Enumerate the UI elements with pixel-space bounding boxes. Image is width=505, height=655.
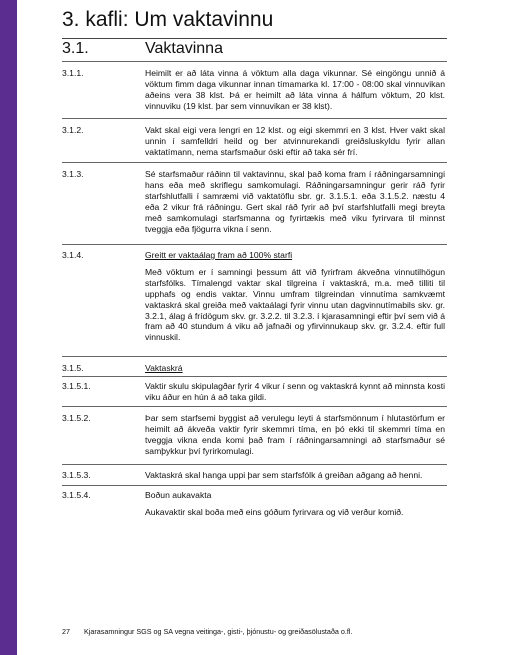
clause-text: Vaktir skulu skipulagðar fyrir 4 vikur í senn og vaktaskrá kynnt að minnsta kosti viku áður en hún á að taka gildi.	[145, 381, 445, 402]
side-color-bar	[0, 0, 17, 655]
clause-text: Vakt skal eigi vera lengri en 12 klst. og eigi skemmri en 3 klst. Hver vakt skal unnin í samfelldri heild og ber atvinnurekandi greiðsluskyldu fyrir allan vaktatímann, nema starfsmaður óski eftir að taka sér frí.	[145, 125, 445, 157]
clause-number: 3.1.5.4.	[62, 490, 91, 500]
clause-number: 3.1.5.3.	[62, 470, 91, 480]
clause-divider	[62, 356, 447, 357]
chapter-title: 3. kafli: Um vaktavinnu	[62, 8, 274, 31]
clause-heading: Boðun aukavakta	[145, 490, 212, 500]
clause-text: Vaktaskrá skal hanga uppi þar sem starfsfólk á greiðan aðgang að henni.	[145, 470, 423, 480]
page-footer	[62, 627, 353, 636]
section-title: Vaktavinna	[145, 40, 223, 57]
clause-divider	[62, 485, 447, 486]
section-top-rule	[62, 38, 447, 39]
section-bottom-rule	[62, 61, 447, 62]
clause-number: 3.1.2.	[62, 125, 84, 135]
clause-text: Heimilt er að láta vinna á vöktum alla daga vikunnar. Sé eingöngu unnið á vöktum fimm daga vikunnar innan tímamarka kl. 17:00 - 08:00 skal vinnuvikan aðeins vera 38 klst. Þá er heimilt að láta vinna á hálfum vöktum, 20 klst. vinnuviku (19 klst. þar sem vinnuvikan er 38 klst).	[145, 68, 445, 111]
clause-heading: Greitt er vaktaálag fram að 100% starfi	[145, 250, 293, 260]
clause-divider	[62, 118, 447, 119]
clause-heading: Vaktaskrá	[145, 363, 183, 373]
clause-text: Með vöktum er í samningi þessum átt við fyrirfram ákveðna vinnutilhögun starfsfólks. Tímalengd vaktar skal tilgreina í vaktaskrá, m.a. með tilliti til upphafs og endis vaktar. Vinnu umfram tilgreindan vinnutíma samkvæmt vaktaskrá skal greiða með vaktaálagi fyrir vinnu utan dagvinnutímabils skv. gr. 3.2.1, álag á frídögum skv. gr. 3.2.2. til 3.2.3. í kjarasamningi eftir því sem við á fram að 40 stundum á viku að jafnaði og yfirvinnukaup skv. gr. 3.2.4. eftir full vinnuskil.	[145, 266, 445, 343]
clause-divider	[62, 376, 447, 377]
clause-number: 3.1.5.	[62, 363, 84, 373]
section-number: 3.1.	[62, 40, 89, 57]
clause-number: 3.1.3.	[62, 169, 84, 179]
clause-text: Þar sem starfsemi byggist að verulegu leyti á starfsmönnum í hlutastörfum er heimilt að ákveða vaktir fyrir skemmri tíma, en þó ekki til skemmri tíma en tveggja vikna enda komi það fram í ráðningarsamningi að starfsmaður sé samþykkur því fyrirkomulagi.	[145, 413, 445, 456]
clause-number: 3.1.5.2.	[62, 413, 91, 423]
clause-divider	[62, 406, 447, 407]
page-number: 27	[62, 627, 70, 636]
clause-number: 3.1.5.1.	[62, 381, 91, 391]
clause-number: 3.1.1.	[62, 68, 84, 78]
footer-text: Kjarasamningur SGS og SA vegna veitinga-, gisti-, þjónustu- og greiðasölustaða o.fl.	[84, 627, 353, 636]
clause-divider	[62, 464, 447, 465]
clause-number: 3.1.4.	[62, 250, 84, 260]
clause-text: Aukavaktir skal boða með eins góðum fyrirvara og við verður komið.	[145, 506, 404, 517]
clause-text: Sé starfsmaður ráðinn til vaktavinnu, skal það koma fram í ráðningarsamningi hans eða með skriflegu samkomulagi. Ráðningarsamningur gerir ráð fyrir starfshlutfalli í samræmi við vaktatöflu sbr. gr. 3.1.5.1. eða 3.1.5.2. næstu 4 eða 2 vikur frá ráðningu. Gert skal ráð fyrir að því starfshlutfalli megi breyta með samkomulagi starfsmanna og fyrirtækis með viku fyrirvara til minnst tveggja eða fjögurra vikna í senn.	[145, 169, 445, 234]
clause-divider	[62, 244, 447, 245]
clause-divider	[62, 162, 447, 163]
